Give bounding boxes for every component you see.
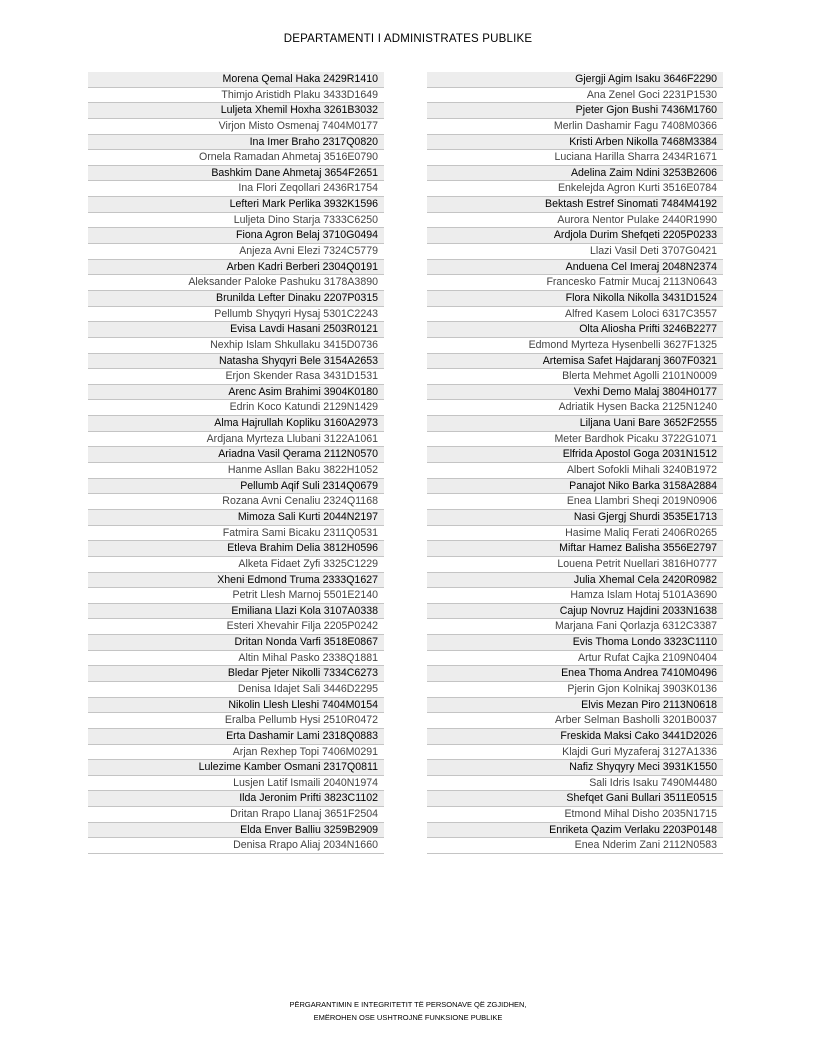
list-item: Ariadna Vasil Qerama 2112N0570 — [88, 447, 384, 463]
list-item: Artemisa Safet Hajdaranj 3607F0321 — [427, 354, 723, 370]
list-item: Etmond Mihal Disho 2035N1715 — [427, 807, 723, 823]
list-item: Dritan Nonda Varfi 3518E0867 — [88, 635, 384, 651]
list-item: Edmond Myrteza Hysenbelli 3627F1325 — [427, 338, 723, 354]
page-title: DEPARTAMENTI I ADMINISTRATES PUBLIKE — [283, 33, 533, 45]
list-item: Enkelejda Agron Kurti 3516E0784 — [427, 181, 723, 197]
list-item: Louena Petrit Nuellari 3816H0777 — [427, 557, 723, 573]
list-item: Elda Enver Balliu 3259B2909 — [88, 823, 384, 839]
list-item: Adelina Zaim Ndini 3253B2606 — [427, 166, 723, 182]
list-item: Dritan Rrapo Llanaj 3651F2504 — [88, 807, 384, 823]
footer-line-2: EMËROHEN OSE USHTROJNË FUNKSIONE PUBLIKE — [313, 1012, 503, 1022]
list-item: Llazi Vasil Deti 3707G0421 — [427, 244, 723, 260]
list-item: Arjan Rexhep Topi 7406M0291 — [88, 745, 384, 761]
list-item: Morena Qemal Haka 2429R1410 — [88, 72, 384, 88]
list-item: Francesko Fatmir Mucaj 2113N0643 — [427, 275, 723, 291]
list-item: Ardjola Durim Shefqeti 2205P0233 — [427, 228, 723, 244]
list-item: Klajdi Guri Myzaferaj 3127A1336 — [427, 745, 723, 761]
list-item: Arber Selman Basholli 3201B0037 — [427, 713, 723, 729]
list-item: Shefqet Gani Bullari 3511E0515 — [427, 791, 723, 807]
list-item: Anjeza Avni Elezi 7324C5779 — [88, 244, 384, 260]
list-item: Brunilda Lefter Dinaku 2207P0315 — [88, 291, 384, 307]
list-item: Ardjana Myrteza Llubani 3122A1061 — [88, 432, 384, 448]
list-item: Nexhip Islam Shkullaku 3415D0736 — [88, 338, 384, 354]
list-item: Flora Nikolla Nikolla 3431D1524 — [427, 291, 723, 307]
list-item: Pellumb Shyqyri Hysaj 5301C2243 — [88, 307, 384, 323]
list-item: Virjon Misto Osmenaj 7404M0177 — [88, 119, 384, 135]
list-item: Miftar Hamez Balisha 3556E2797 — [427, 541, 723, 557]
list-item: Luljeta Dino Starja 7333C6250 — [88, 213, 384, 229]
list-item: Etleva Brahim Delia 3812H0596 — [88, 541, 384, 557]
list-item: Merlin Dashamir Fagu 7408M0366 — [427, 119, 723, 135]
list-item: Enea Thoma Andrea 7410M0496 — [427, 666, 723, 682]
list-item: Hasime Maliq Ferati 2406R0265 — [427, 526, 723, 542]
list-item: Cajup Novruz Hajdini 2033N1638 — [427, 604, 723, 620]
list-item: Denisa Idajet Sali 3446D2295 — [88, 682, 384, 698]
list-item: Mimoza Sali Kurti 2044N2197 — [88, 510, 384, 526]
list-item: Gjergji Agim Isaku 3646F2290 — [427, 72, 723, 88]
list-item: Petrit Llesh Marnoj 5501E2140 — [88, 588, 384, 604]
list-item: Ina Imer Braho 2317Q0820 — [88, 135, 384, 151]
list-item: Aurora Nentor Pulake 2440R1990 — [427, 213, 723, 229]
left-name-list — [88, 72, 384, 854]
list-item: Kristi Arben Nikolla 7468M3384 — [427, 135, 723, 151]
list-item: Bashkim Dane Ahmetaj 3654F2651 — [88, 166, 384, 182]
list-item: Meter Bardhok Picaku 3722G1071 — [427, 432, 723, 448]
list-item: Artur Rufat Cajka 2109N0404 — [427, 651, 723, 667]
list-item: Luciana Harilla Sharra 2434R1671 — [427, 150, 723, 166]
list-item: Panajot Niko Barka 3158A2884 — [427, 479, 723, 495]
list-item: Sali Idris Isaku 7490M4480 — [427, 776, 723, 792]
list-item: Julia Xhemal Cela 2420R0982 — [427, 573, 723, 589]
list-item: Rozana Avni Cenaliu 2324Q1168 — [88, 494, 384, 510]
list-item: Enriketa Qazim Verlaku 2203P0148 — [427, 823, 723, 839]
list-item: Ilda Jeronim Prifti 3823C1102 — [88, 791, 384, 807]
list-item: Enea Nderim Zani 2112N0583 — [427, 838, 723, 854]
list-item: Freskida Maksi Cako 3441D2026 — [427, 729, 723, 745]
list-item: Erjon Skender Rasa 3431D1531 — [88, 369, 384, 385]
right-name-list — [427, 72, 723, 854]
list-item: Aleksander Paloke Pashuku 3178A3890 — [88, 275, 384, 291]
list-item: Evisa Lavdi Hasani 2503R0121 — [88, 322, 384, 338]
list-item: Altin Mihal Pasko 2338Q1881 — [88, 651, 384, 667]
list-item: Anduena Cel Imeraj 2048N2374 — [427, 260, 723, 276]
list-item: Olta Aliosha Prifti 3246B2277 — [427, 322, 723, 338]
list-item: Ana Zenel Goci 2231P1530 — [427, 88, 723, 104]
list-item: Arenc Asim Brahimi 3904K0180 — [88, 385, 384, 401]
list-item: Fiona Agron Belaj 3710G0494 — [88, 228, 384, 244]
list-item: Pjeter Gjon Bushi 7436M1760 — [427, 103, 723, 119]
list-item: Bektash Estref Sinomati 7484M4192 — [427, 197, 723, 213]
list-item: Elvis Mezan Piro 2113N0618 — [427, 698, 723, 714]
list-item: Ina Flori Zeqollari 2436R1754 — [88, 181, 384, 197]
list-item: Lefteri Mark Perlika 3932K1596 — [88, 197, 384, 213]
list-item: Arben Kadri Berberi 2304Q0191 — [88, 260, 384, 276]
list-item: Hanme Asllan Baku 3822H1052 — [88, 463, 384, 479]
list-item: Eralba Pellumb Hysi 2510R0472 — [88, 713, 384, 729]
list-item: Alma Hajrullah Kopliku 3160A2973 — [88, 416, 384, 432]
list-item: Alfred Kasem Loloci 6317C3557 — [427, 307, 723, 323]
list-item: Vexhi Demo Malaj 3804H0177 — [427, 385, 723, 401]
list-item: Liljana Uani Bare 3652F2555 — [427, 416, 723, 432]
list-item: Marjana Fani Qorlazja 6312C3387 — [427, 619, 723, 635]
list-item: Edrin Koco Katundi 2129N1429 — [88, 400, 384, 416]
list-item: Alketa Fidaet Zyfi 3325C1229 — [88, 557, 384, 573]
page-footer — [0, 999, 816, 1024]
list-item: Lulezime Kamber Osmani 2317Q0811 — [88, 760, 384, 776]
list-item: Elfrida Apostol Goga 2031N1512 — [427, 447, 723, 463]
list-item: Evis Thoma Londo 3323C1110 — [427, 635, 723, 651]
list-item: Denisa Rrapo Aliaj 2034N1660 — [88, 838, 384, 854]
list-item: Nafiz Shyqyry Meci 3931K1550 — [427, 760, 723, 776]
list-item: Erta Dashamir Lami 2318Q0883 — [88, 729, 384, 745]
list-item: Enea Llambri Sheqi 2019N0906 — [427, 494, 723, 510]
list-item: Ornela Ramadan Ahmetaj 3516E0790 — [88, 150, 384, 166]
list-item: Hamza Islam Hotaj 5101A3690 — [427, 588, 723, 604]
list-item: Pellumb Aqif Suli 2314Q0679 — [88, 479, 384, 495]
list-item: Blerta Mehmet Agolli 2101N0009 — [427, 369, 723, 385]
list-item: Lusjen Latif Ismaili 2040N1974 — [88, 776, 384, 792]
list-item: Emiliana Llazi Kola 3107A0338 — [88, 604, 384, 620]
list-item: Pjerin Gjon Kolnikaj 3903K0136 — [427, 682, 723, 698]
list-item: Esteri Xhevahir Filja 2205P0242 — [88, 619, 384, 635]
list-item: Bledar Pjeter Nikolli 7334C6273 — [88, 666, 384, 682]
list-item: Adriatik Hysen Backa 2125N1240 — [427, 400, 723, 416]
footer-line-1: PËRGARANTIMIN E INTEGRITETIT TË PERSONAVE QË ZGJIDHEN, — [289, 1000, 527, 1009]
list-item: Thimjo Aristidh Plaku 3433D1649 — [88, 88, 384, 104]
list-item: Fatmira Sami Bicaku 2311Q0531 — [88, 526, 384, 542]
list-item: Nasi Gjergj Shurdi 3535E1713 — [427, 510, 723, 526]
list-item: Albert Sofokli Mihali 3240B1972 — [427, 463, 723, 479]
list-item: Xheni Edmond Truma 2333Q1627 — [88, 573, 384, 589]
list-item: Luljeta Xhemil Hoxha 3261B3032 — [88, 103, 384, 119]
list-item: Nikolin Llesh Lleshi 7404M0154 — [88, 698, 384, 714]
list-item: Natasha Shyqyri Bele 3154A2653 — [88, 354, 384, 370]
